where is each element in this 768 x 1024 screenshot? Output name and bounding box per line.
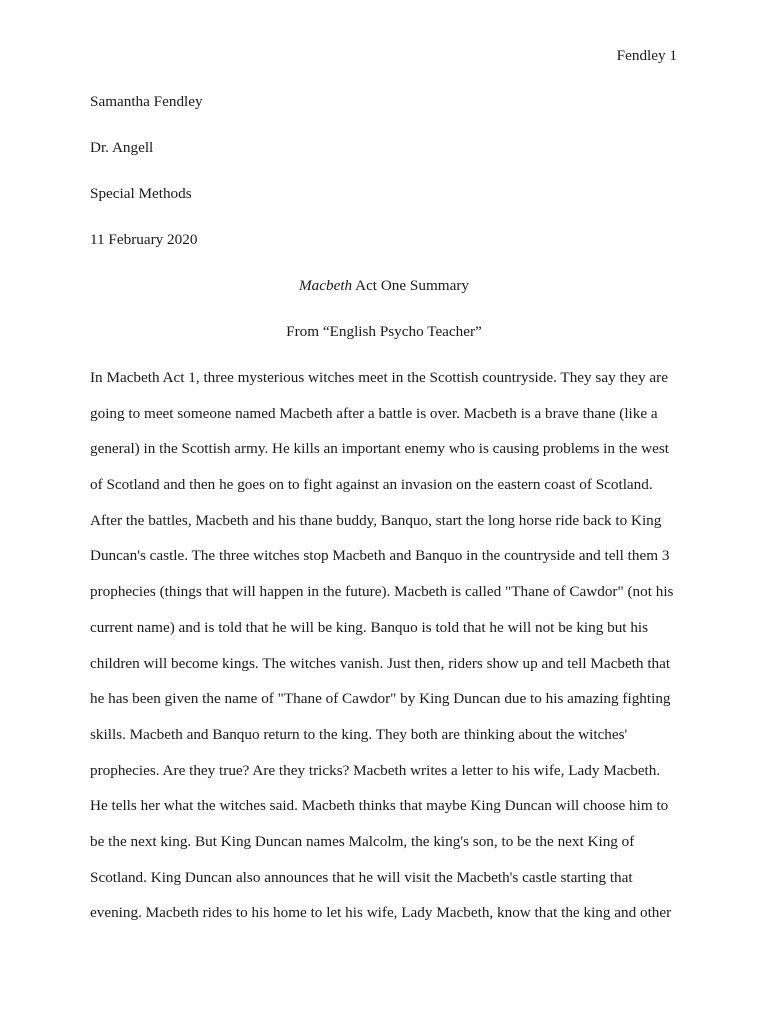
body-line: prophecies. Are they true? Are they tricks? Macbeth writes a letter to his wife, Lady Macbeth. [90,761,661,779]
body-line: he has been given the name of "Thane of Cawdor" by King Duncan due to his amazing fighting [90,690,671,708]
title-italic-work: Macbeth [299,277,353,294]
document-title [90,277,678,295]
running-header: Fendley 1 [616,47,677,64]
course-name: Special Methods [90,185,192,202]
body-line: children will become kings. The witches vanish. Just then, riders show up and tell Macbeth that [90,654,671,672]
body-line: be the next king. But King Duncan names Malcolm, the king's son, to be the next King of [90,832,635,850]
body-line: Scotland. King Duncan also announces that he will visit the Macbeth's castle starting that [90,868,633,886]
body-line: evening. Macbeth rides to his home to let his wife, Lady Macbeth, know that the king and other [90,904,672,922]
title-rest: Act One Summary [352,277,469,294]
instructor-name: Dr. Angell [90,139,154,156]
body-line: current name) and is told that he will be king. Banquo is told that he will not be king but his [90,618,649,636]
body-line: skills. Macbeth and Banquo return to the king. They both are thinking about the witches' [90,725,628,743]
document-subtitle: From “English Psycho Teacher” [286,323,482,340]
body-line: After the battles, Macbeth and his thane buddy, Banquo, start the long horse ride back to King [90,511,662,529]
body-line: In Macbeth Act 1, three mysterious witches meet in the Scottish countryside. They say they are [90,369,668,386]
body-line: Duncan's castle. The three witches stop Macbeth and Banquo in the countryside and tell them 3 [90,547,670,565]
body-line: going to meet someone named Macbeth after a battle is over. Macbeth is a brave thane (like a [90,404,658,422]
body-line: of Scotland and then he goes on to fight against an invasion on the eastern coast of Scotland. [90,476,653,494]
body-line: general) in the Scottish army. He kills an important enemy who is causing problems in the west [90,440,669,458]
body-line: He tells her what the witches said. Macbeth thinks that maybe King Duncan will choose him to [90,797,669,815]
author-name: Samantha Fendley [90,93,203,110]
body-line: prophecies (things that will happen in the future). Macbeth is called "Thane of Cawdor" (not his [90,583,674,601]
document-date: 11 February 2020 [90,231,198,248]
body-paragraph [90,369,680,940]
